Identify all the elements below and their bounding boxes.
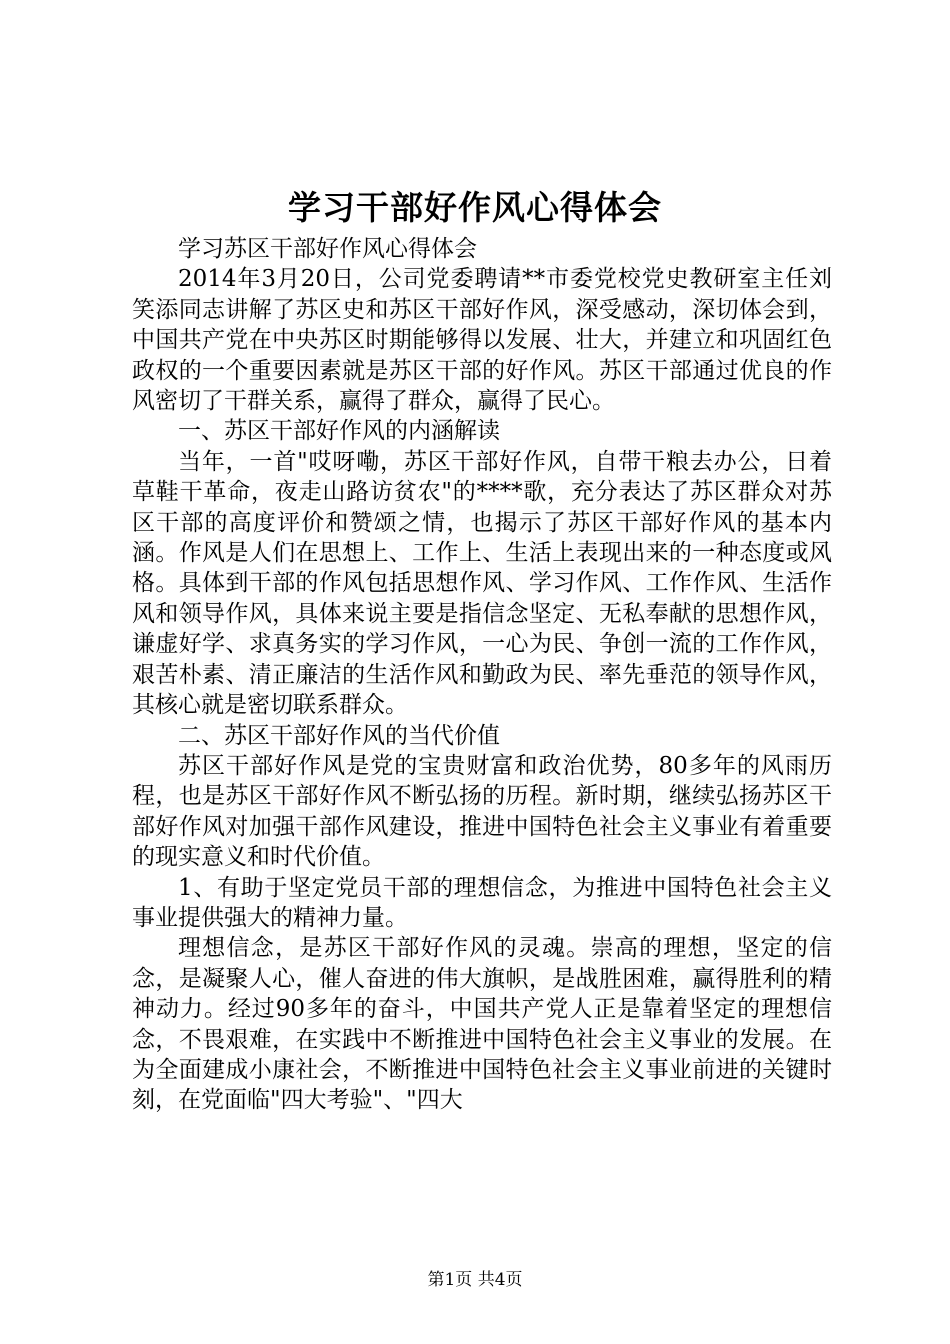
paragraph-section-1: 当年，一首"哎呀嘞，苏区干部好作风，自带干粮去办公，日着草鞋干革命，夜走山路访贫农"的****歌，充分表达了苏区群众对苏区干部的高度评价和赞颂之情，也揭示了苏区干部好作风的基本内涵。作风是人们在思想上、工作上、生活上表现出来的一种态度或风格。具体到干部的作风包括思想作风、学习作风、工作作风、生活作风和领导作风，具体来说主要是指信念坚定、无私奉献的思想作风，谦虚好学、求真务实的学习作风，一心为民、争创一流的工作作风，艰苦朴素、清正廉洁的生活作风和勤政为民、率先垂范的领导作风，其核心就是密切联系群众。	[132, 448, 832, 719]
document-title: 学习干部好作风心得体会	[288, 188, 662, 227]
subsection-heading-1: 1、有助于坚定党员干部的理想信念，为推进中国特色社会主义事业提供强大的精神力量。	[132, 874, 832, 931]
section-heading-2: 二、苏区干部好作风的当代价值	[178, 722, 500, 749]
document-body	[132, 234, 832, 1116]
paragraph-subtitle: 学习苏区干部好作风心得体会	[178, 236, 477, 262]
paragraph-intro: 2014年3月20日，公司党委聘请**市委党校党史教研室主任刘笑添同志讲解了苏区史和苏区干部好作风，深受感动，深切体会到，中国共产党在中央苏区时期能够得以发展、壮大，并建立和巩固红色政权的一个重要因素就是苏区干部的好作风。苏区干部通过优良的作风密切了干群关系，赢得了群众，赢得了民心。	[132, 266, 832, 415]
paragraph-subsection-1: 理想信念，是苏区干部好作风的灵魂。崇高的理想，坚定的信念，是凝聚人心，催人奋进的伟大旗帜，是战胜困难，赢得胜利的精神动力。经过90多年的奋斗，中国共产党人正是靠着坚定的理想信念，不畏艰难，在实践中不断推进中国特色社会主义事业的发展。在为全面建成小康社会，不断推进中国特色社会主义事业前进的关键时刻，在党面临"四大考验"、"四大	[132, 935, 832, 1114]
section-heading-1: 一、苏区干部好作风的内涵解读	[178, 418, 500, 445]
page-number-footer: 第1页 共4页	[427, 1270, 523, 1290]
paragraph-section-2: 苏区干部好作风是党的宝贵财富和政治优势，80多年的风雨历程，也是苏区干部好作风不断弘扬的历程。新时期，继续弘扬苏区干部好作风对加强干部作风建设，推进中国特色社会主义事业有着重要的现实意义和时代价值。	[132, 752, 832, 871]
